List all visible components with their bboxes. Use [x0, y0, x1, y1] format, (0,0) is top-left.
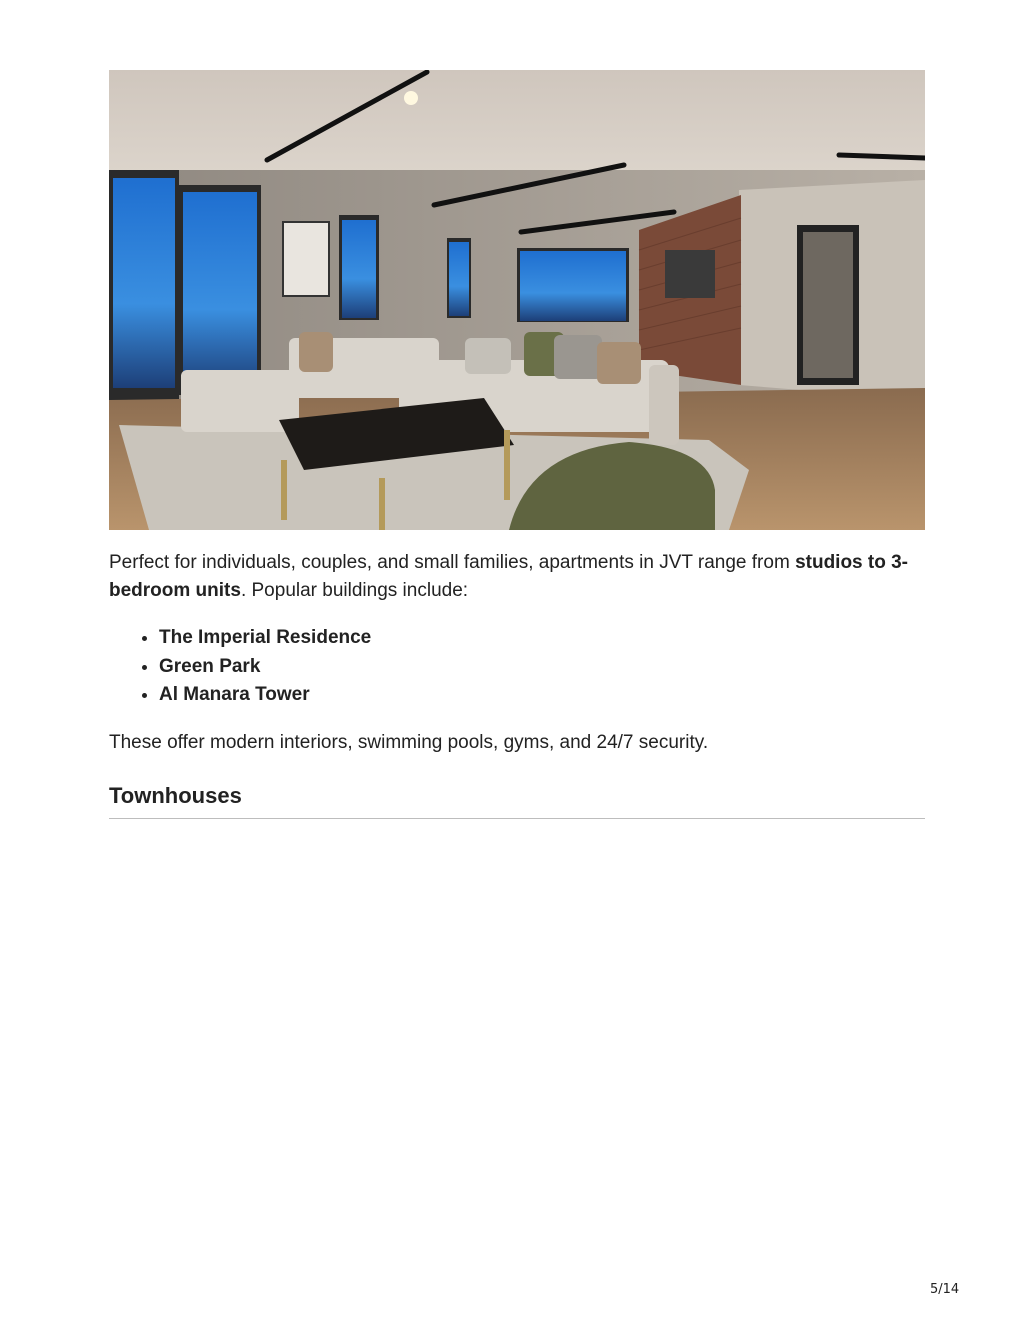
list-item: • Green Park: [159, 653, 371, 682]
intro-bold-text: studios to 3-bedroom units: [109, 552, 909, 601]
amenities-paragraph: These offer modern interiors, swimming pools, gyms, and 24/7 security.: [109, 732, 709, 753]
list-item: • The Imperial Residence: [159, 624, 371, 653]
intro-text-before: Perfect for individuals, couples, and small families, apartments in JVT range from: [109, 552, 796, 573]
list-item: • Al Manara Tower: [159, 681, 371, 710]
section-heading-townhouses: Townhouses: [109, 783, 242, 808]
intro-text-after: . Popular buildings include:: [240, 580, 469, 601]
page-number: 5/14: [930, 1282, 960, 1297]
section-divider: [109, 818, 925, 819]
buildings-list: [109, 624, 371, 710]
intro-paragraph: [109, 549, 925, 605]
living-room-photo: [109, 70, 925, 530]
